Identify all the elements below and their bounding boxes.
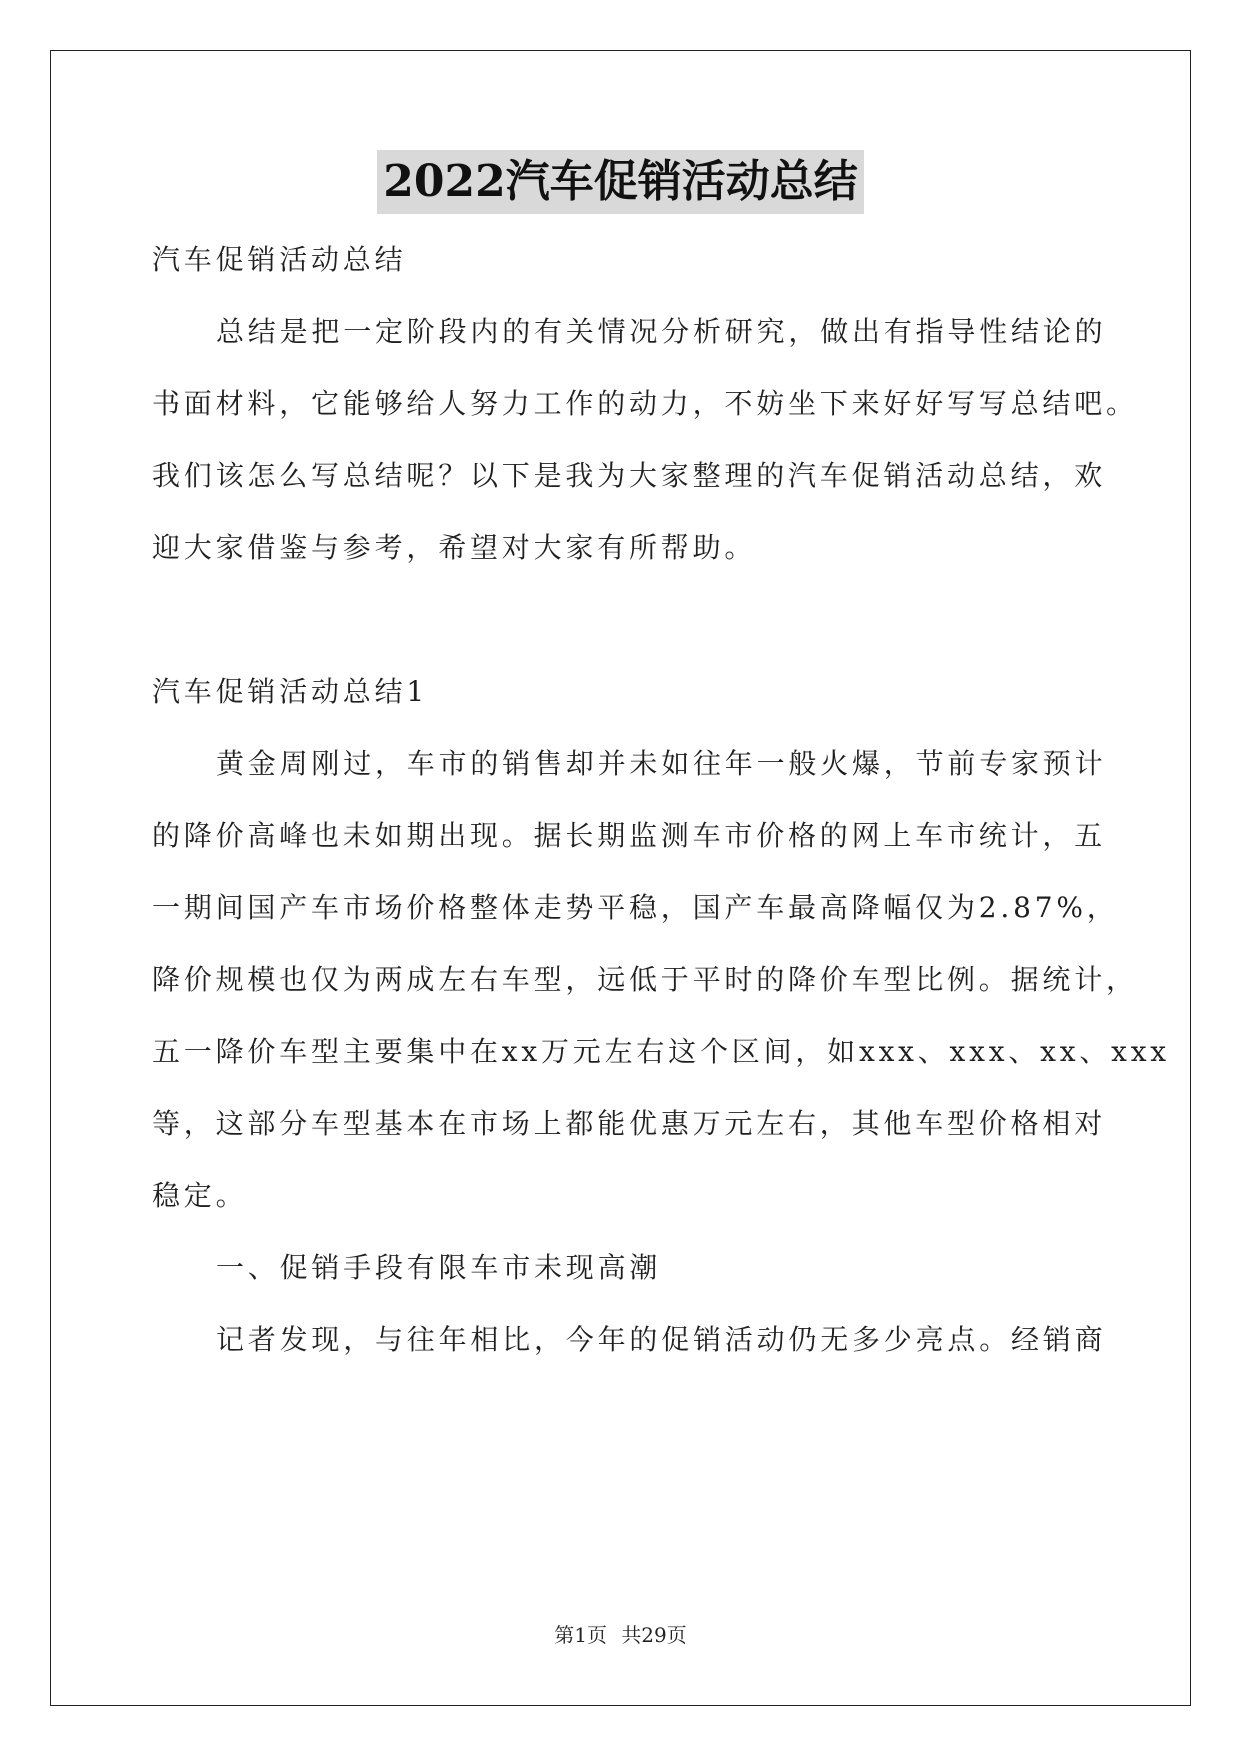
intro-line-3: 我们该怎么写总结呢？以下是我为大家整理的汽车促销活动总结，欢 xyxy=(152,459,1107,492)
section-line-6: 等，这部分车型基本在市场上都能优惠万元左右，其他车型价格相对 xyxy=(152,1107,1107,1140)
intro-line-4: 迎大家借鉴与参考，希望对大家有所帮助。 xyxy=(152,531,757,564)
intro-line-1: 总结是把一定阶段内的有关情况分析研究，做出有指导性结论的 xyxy=(216,315,1107,348)
page-footer xyxy=(0,1620,1241,1650)
section-line-5: 五一降价车型主要集中在xx万元左右这个区间，如xxx、xxx、xx、xxx xyxy=(152,1035,1170,1068)
section-line-4: 降价规模也仅为两成左右车型，远低于平时的降价车型比例。据统计， xyxy=(152,963,1138,996)
body-line: 记者发现，与往年相比，今年的促销活动仍无多少亮点。经销商 xyxy=(216,1323,1107,1356)
section-line-1: 黄金周刚过，车市的销售却并未如往年一般火爆，节前专家预计 xyxy=(216,747,1107,780)
subheading: 一、促销手段有限车市未现高潮 xyxy=(216,1251,662,1284)
document-subtitle: 汽车促销活动总结 xyxy=(152,243,407,276)
document-title: 2022汽车促销活动总结 xyxy=(0,150,1241,214)
section-line-3: 一期间国产车市场价格整体走势平稳，国产车最高降幅仅为2.87%， xyxy=(152,891,1119,924)
section-line-2: 的降价高峰也未如期出现。据长期监测车市价格的网上车市统计，五 xyxy=(152,819,1107,852)
page-number: 第1页 xyxy=(554,1623,607,1647)
page-border xyxy=(50,50,1191,1706)
section-heading: 汽车促销活动总结1 xyxy=(152,675,429,708)
page-total: 共29页 xyxy=(621,1623,687,1647)
intro-line-2: 书面材料，它能够给人努力工作的动力，不妨坐下来好好写写总结吧。 xyxy=(152,387,1138,420)
section-line-7: 稳定。 xyxy=(152,1179,248,1212)
